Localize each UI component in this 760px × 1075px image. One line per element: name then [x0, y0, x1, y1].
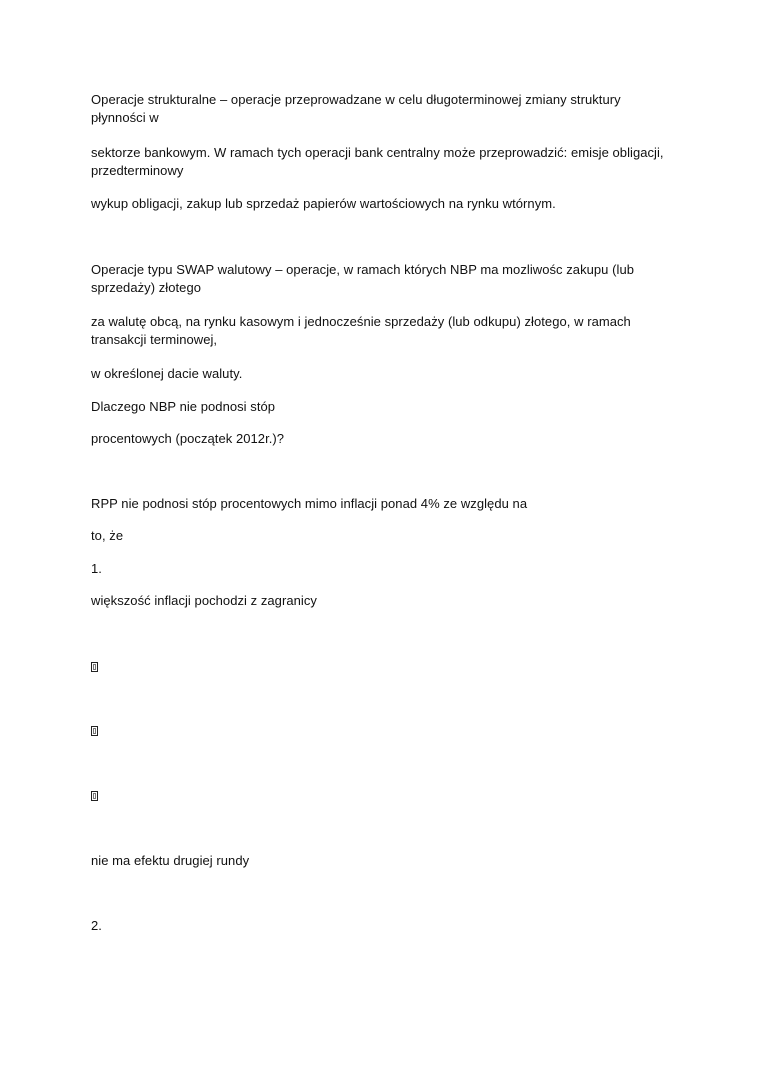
missing-glyph-icon: [91, 726, 98, 736]
list-item-1-text: większość inflacji pochodzi z zagranicy: [91, 593, 317, 608]
paragraph-operacje-strukturalne-line-2: sektorze bankowym. W ramach tych operacji bank centralny może przeprowadzić: emisje obligacji, przedterminowy: [91, 145, 664, 178]
paragraph-swap-line-1: Operacje typu SWAP walutowy – operacje, w ramach których NBP ma mozliwośc zakupu (lub sprzedaży) złotego: [91, 262, 635, 295]
question-line-1: Dlaczego NBP nie podnosi stóp: [91, 399, 276, 414]
paragraph-operacje-strukturalne-line-3: wykup obligacji, zakup lub sprzedaż papierów wartościowych na rynku wtórnym.: [91, 196, 556, 211]
list-number-2: 2.: [91, 918, 102, 933]
paragraph-operacje-strukturalne-line-1: Operacje strukturalne – operacje przeprowadzane w celu długoterminowej zmiany struktury płynności w: [91, 92, 621, 125]
missing-glyph-icon: [91, 662, 98, 672]
paragraph-swap-line-3: w określonej dacie waluty.: [91, 366, 243, 381]
question-line-2: procentowych (początek 2012r.)?: [91, 431, 285, 446]
answer-line-2: to, że: [91, 528, 124, 543]
paragraph-swap-line-2: za walutę obcą, na rynku kasowym i jednocześnie sprzedaży (lub odkupu) złotego, w ramach transakcji terminowej,: [91, 314, 631, 347]
list-item-1-subtext: nie ma efektu drugiej rundy: [91, 853, 250, 868]
answer-line-1: RPP nie podnosi stóp procentowych mimo inflacji ponad 4% ze względu na: [91, 496, 528, 511]
list-number-1: 1.: [91, 561, 102, 576]
missing-glyph-icon: [91, 791, 98, 801]
